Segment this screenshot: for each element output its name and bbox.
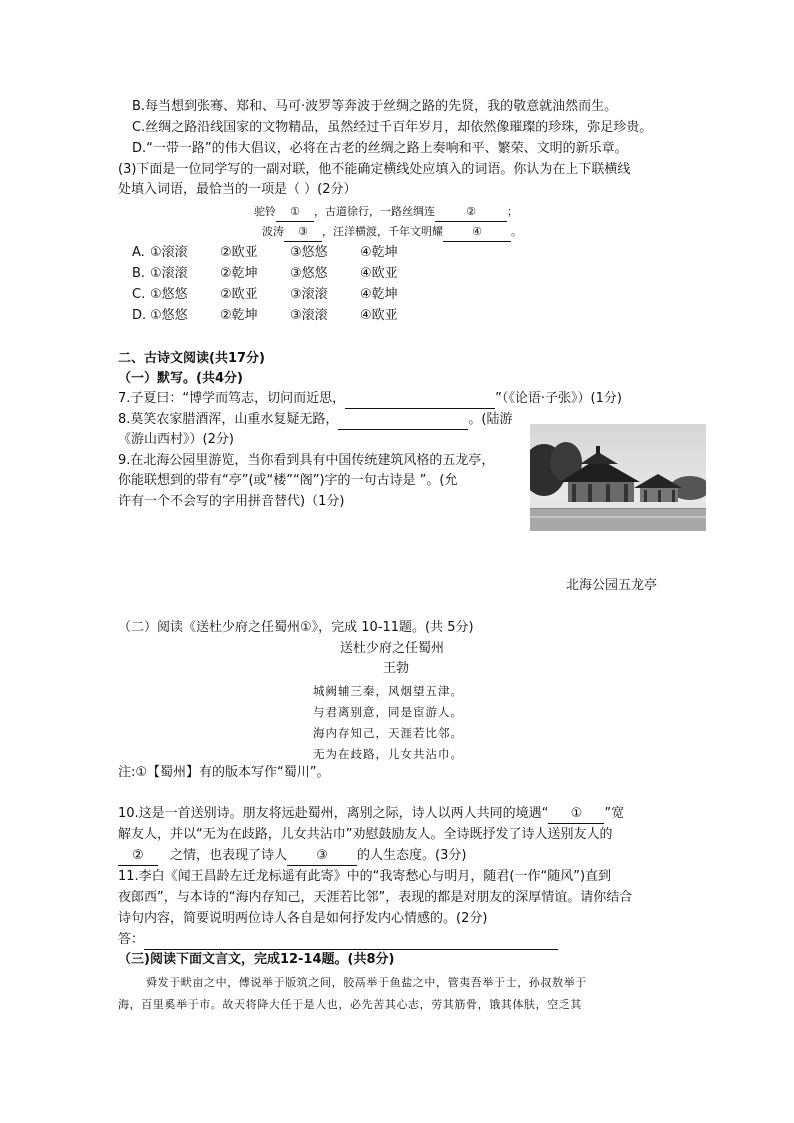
choice-item: ①滚滚 [150,245,188,260]
couplet-line-2 [262,223,522,242]
q10-blank-1: ① [548,805,604,824]
choice-b [132,265,430,283]
blank-1: ① [276,203,314,222]
blank-3: ③ [284,223,322,242]
q10-line2: 解友人，并以“无为在歧路，儿女共沾巾”劝慰鼓励友人。全诗既抒发了诗人送别友人的 [118,827,613,842]
couplet2-mid: ，汪洋横渡，千年文明耀 [322,225,443,238]
choice-item: ①悠悠 [150,308,188,323]
q9-line2: 你能联想到的带有“亭”(或“楼”“阁”)字的一句古诗是 ”。(允 [118,473,458,488]
choice-letter: D. [132,308,147,323]
q11-line1: 11.李白《闻王昌龄左迁龙标遥有此寄》中的“我寄愁心与明月，随君(一作“随风”)直到 [118,869,612,884]
choice-item: ④乾坤 [360,287,398,302]
couplet-line-1 [254,203,518,222]
couplet1-end: ； [507,205,518,218]
poem-line: 无为在歧路，儿女共沾巾。 [313,747,463,761]
choice-item: ③悠悠 [290,245,328,260]
q10-text: 的人生态度。(3分) [357,848,467,863]
option-d: D.“一带一路”的伟大倡议，必将在古老的丝绸之路上奏响和平、繁荣、文明的新乐章。 [132,141,628,156]
choice-item: ③滚滚 [290,308,328,323]
q8 [118,411,512,430]
q10-text-end: ”宽 [604,806,625,821]
q8-text: 8.莫笑农家腊酒浑，山重水复疑无路， [118,412,339,427]
couplet2-start: 波涛 [262,225,284,238]
answer-label: 答： [118,932,145,947]
section-title: 二、古诗文阅读(共17分) [118,351,265,366]
q10-blank-2: ② [118,847,158,866]
q10-blank-3: ③ [287,847,357,866]
part2-title: （二）阅读《送杜少府之任蜀州①》，完成 10-11题。(共 5分) [118,620,474,635]
choice-letter: B. [132,266,146,281]
choice-c [132,286,430,304]
answer-line [144,931,558,950]
poem-line: 与君离别意，同是宦游人。 [313,705,463,719]
option-b: B.每当想到张骞、郑和、马可·波罗等奔波于丝绸之路的先贤，我的敬意就油然而生。 [132,99,618,114]
poem-author: 王勃 [383,661,410,676]
q10-text: 之情，也表现了诗人 [170,848,288,863]
classical-text-line1: 舜发于畎亩之中，傅说举于版筑之间，胶鬲举于鱼盐之中，管夷吾举于士，孙叔敖举于 [146,976,587,989]
blank-2: ② [435,203,507,222]
q8-source-line: 《游山西村》）(2分) [118,432,234,447]
couplet1-start: 驼铃 [254,205,276,218]
poem-title: 送杜少府之任蜀州 [340,641,445,656]
choice-item: ②乾坤 [220,308,258,323]
poem-note: 注:①【蜀州】有的版本写作“蜀川”。 [118,765,330,780]
choice-d [132,307,430,325]
choice-item: ①滚滚 [150,266,188,281]
blank-4: ④ [443,223,511,242]
poem-line: 城阙辅三秦，风烟望五津。 [313,684,463,698]
q3-stem-line1: (3)下面是一位同学写的一副对联，他不能确定横线处应填入的词语。你认为在上下联横线 [118,162,631,177]
choice-letter: A. [132,245,145,260]
q11-line3: 诗句内容，简要说明两位诗人各自是如何抒发内心情感的。(2分) [118,911,488,926]
q8-source: 。(陆游 [468,412,513,427]
q10-line3 [118,847,466,866]
couplet2-end: 。 [511,225,522,238]
q7-text: 7.子夏曰：“博学而笃志，切问而近思， [118,391,346,406]
choice-item: ①悠悠 [150,287,188,302]
choice-item: ③悠悠 [290,266,328,281]
pavilion-photo [530,424,706,531]
choice-letter: C. [132,287,146,302]
choice-item: ④乾坤 [360,245,398,260]
choice-item: ③滚滚 [290,287,328,302]
q11-line2: 夜郎西”，与本诗的“海内存知己，天涯若比邻”，表现的都是对朋友的深厚情谊。请你结合 [118,890,633,905]
q10-text: 10.这是一首送别诗。朋友将远赴蜀州，离别之际，诗人以两人共同的境遇“ [118,806,549,821]
choice-item: ④欧亚 [360,308,398,323]
q7-source: ”（《论语·子张》）(1分) [495,391,622,406]
q7-blank [345,390,495,409]
q8-blank [338,411,468,430]
q11-answer [118,931,558,950]
choice-item: ②乾坤 [220,266,258,281]
q9-line1: 9.在北海公园里游览，当你看到具有中国传统建筑风格的五龙亭， [118,453,495,468]
poem-line: 海内存知己，天涯若比邻。 [313,726,463,740]
subsection-title: （一）默写。(共4分) [118,371,243,386]
choice-item: ②欧亚 [220,245,258,260]
choice-a [132,244,430,262]
q9-line3: 许有一个不会写的字用拼音替代)（1分) [118,494,345,509]
q7 [118,390,622,409]
part3-title: （三)阅读下面文言文，完成12-14题。(共8分) [118,952,395,967]
choice-item: ④欧亚 [360,266,398,281]
couplet1-mid: ，古道徐行，一路丝绸连 [314,205,435,218]
q3-stem-line2: 处填入词语，最恰当的一项是（ ）(2分） [118,182,357,197]
photo-caption: 北海公园五龙亭 [566,578,658,593]
option-c: C.丝绸之路沿线国家的文物精品，虽然经过千百年岁月，却依然像璀璨的珍珠，弥足珍贵。 [132,120,653,135]
choice-item: ②欧亚 [220,287,258,302]
classical-text-line2: 海，百里奚举于市。故天将降大任于是人也，必先苦其心志，劳其筋骨，饿其体肤，空乏其 [118,998,582,1011]
q10-line1 [118,805,624,824]
